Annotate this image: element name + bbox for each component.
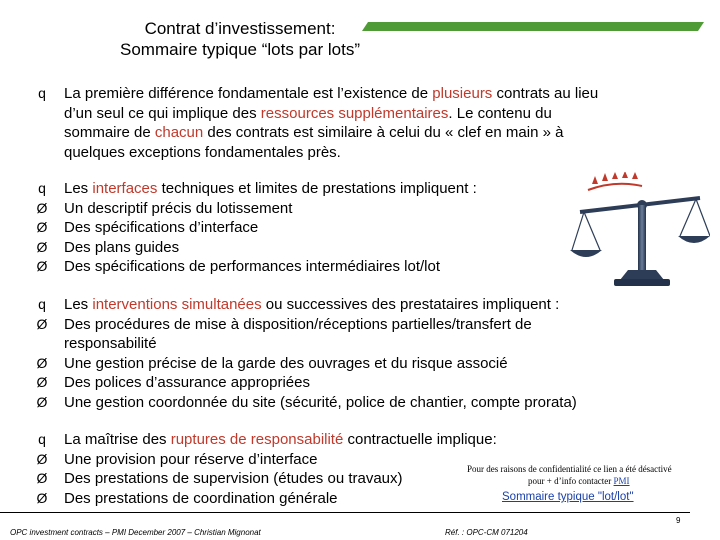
footer-divider: [0, 512, 690, 513]
square-bullet: q: [38, 431, 46, 447]
list-item: Des spécifications de performances intermédiaires lot/lot: [64, 258, 441, 275]
text-line: La maîtrise des ruptures de responsabilité contractuelle implique:: [64, 431, 497, 448]
balance-scales-icon: [570, 172, 710, 292]
title-line-2: Sommaire typique “lots par lots”: [120, 40, 360, 59]
square-bullet: q: [38, 85, 46, 101]
footer-reference: Réf. : OPC-CM 071204: [445, 528, 528, 537]
highlight-text: plusieurs: [432, 85, 493, 102]
text-line: quelques exceptions fondamentales près.: [64, 143, 341, 161]
page-number: 9: [676, 516, 681, 525]
list-item: Un descriptif précis du lotissement: [64, 199, 293, 217]
highlight-text: chacun: [154, 124, 204, 141]
arrow-bullet: Ø: [36, 470, 48, 486]
highlight-text: ruptures de responsabilité: [170, 431, 344, 448]
text-line: sommaire de chacun des contrats est similaire à celui du « clef en main » à: [64, 124, 564, 141]
title-line-1: Contrat d’investissement:: [144, 19, 336, 38]
text-line: Les interventions simultanées ou successives des prestataires impliquent :: [64, 296, 560, 313]
list-item: Des plans guides: [64, 238, 180, 256]
highlight-text: ressources supplémentaires: [260, 104, 449, 122]
contact-note: pour + d’info contacter PMI: [528, 476, 630, 486]
arrow-bullet: Ø: [36, 219, 48, 235]
list-item: Une gestion précise de la garde des ouvrages et du risque associé: [64, 354, 508, 372]
highlight-text: interfaces: [92, 180, 158, 197]
list-item: Des polices d’assurance appropriées: [64, 374, 310, 391]
section-ruptures: [36, 430, 497, 508]
list-item: Une gestion coordonnée du site (sécurité, police de chantier, compte prorata): [64, 393, 577, 411]
list-item: Des prestations de supervision (études ou travaux): [64, 470, 403, 487]
footer-left: OPC investment contracts – PMI December 2007 – Christian Mignonat: [10, 528, 261, 537]
section-interventions: [36, 295, 577, 412]
list-item-continuation: responsabilité: [64, 335, 157, 352]
arrow-bullet: Ø: [36, 315, 48, 332]
arrow-bullet: Ø: [36, 393, 48, 410]
arrow-bullet: Ø: [36, 489, 48, 506]
arrow-bullet: Ø: [36, 199, 48, 216]
arrow-bullet: Ø: [36, 450, 48, 467]
arrow-bullet: Ø: [36, 354, 48, 371]
square-bullet: q: [38, 180, 46, 196]
title-accent-bar: [362, 22, 704, 31]
arrow-bullet: Ø: [36, 258, 48, 274]
list-item: Une provision pour réserve d’interface: [64, 450, 318, 468]
highlight-text: interventions simultanées: [92, 296, 262, 313]
arrow-bullet: Ø: [36, 238, 48, 255]
text-line: d’un seul ce qui implique des ressources supplémentaires. Le contenu du: [64, 104, 552, 122]
square-bullet: q: [38, 296, 46, 312]
section-differences: [38, 84, 599, 162]
list-item: Des prestations de coordination générale: [64, 489, 338, 507]
text-line: La première différence fondamentale est l’existence de plusieurs contrats au lieu: [64, 85, 599, 102]
summary-link[interactable]: Sommaire typique "lot/lot": [502, 491, 634, 503]
section-interfaces: [36, 179, 477, 277]
list-item: Des procédures de mise à disposition/réceptions partielles/transfert de: [64, 315, 532, 333]
list-item: Des spécifications d’interface: [64, 219, 259, 236]
contact-link[interactable]: PMI: [613, 476, 630, 486]
confidentiality-note: Pour des raisons de confidentialité ce lien a été désactivé: [467, 464, 672, 474]
text-line: Les interfaces techniques et limites de prestations impliquent :: [64, 180, 477, 197]
arrow-bullet: Ø: [36, 374, 48, 390]
